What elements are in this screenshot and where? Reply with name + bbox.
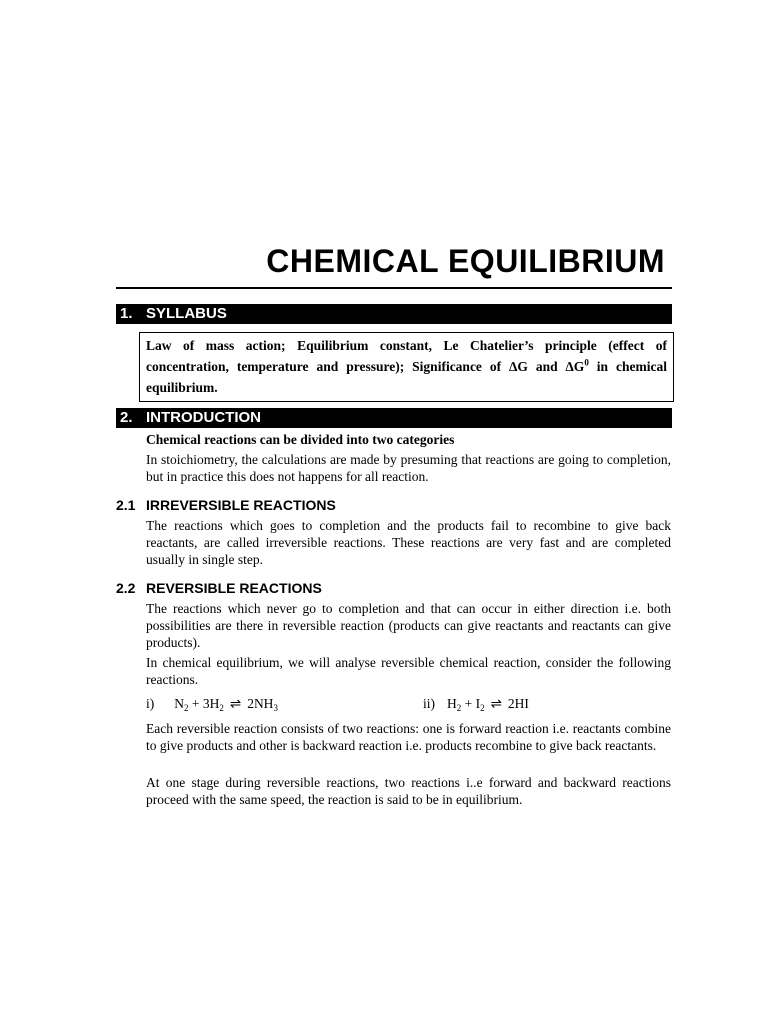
subsection-title: REVERSIBLE REACTIONS <box>146 580 322 596</box>
section-title: INTRODUCTION <box>146 409 261 426</box>
product: 2HI <box>507 696 529 711</box>
intro-paragraph: In stoichiometry, the calculations are made by presuming that reactions are going to completion, but in practice this does not happens for all reaction. <box>146 452 671 484</box>
subsection-number: 2.2 <box>116 580 136 596</box>
section-heading-syllabus <box>116 304 672 324</box>
reversible-paragraph-3: Each reversible reaction consists of two reactions: one is forward reaction i.e. reactants combine to give products and other is backward reaction i.e. products recombine to give back reactants. <box>146 721 671 753</box>
syllabus-text-part1: Law of mass action; Equilibrium constant, Le Chatelier’s principle (effect of concentration, temperature and pressure); Significance of <box>146 338 667 374</box>
section-title: SYLLABUS <box>146 305 227 322</box>
irreversible-paragraph: The reactions which goes to completion and the products fail to recombine to give back reactants, are called irreversible reactions. These reactions are very fast and are completed usually in single step. <box>146 518 671 567</box>
section-number: 2. <box>120 409 133 426</box>
subsection-heading-irreversible <box>116 496 336 514</box>
reactant: N <box>174 696 184 711</box>
reversible-paragraph-1: The reactions which never go to completion and that can occur in either direction i.e. both possibilities are there in reversible reaction (products can give reactants and reactants can give products). <box>146 601 671 650</box>
reversible-paragraph-4: At one stage during reversible reactions, two reactions i..e forward and backward reactions proceed with the same speed, the reaction is said to be in equilibrium. <box>146 775 671 807</box>
delta-g-standard: ∆G <box>565 359 585 374</box>
section-number: 1. <box>120 305 133 322</box>
title-divider <box>116 287 672 289</box>
subsection-title: IRREVERSIBLE REACTIONS <box>146 497 336 513</box>
equation-label: ii) <box>423 696 435 711</box>
product: 2NH <box>247 696 274 711</box>
syllabus-text-part2: in chemical equilibrium. <box>146 359 667 395</box>
equilibrium-arrow-icon: ⇌ <box>490 696 502 711</box>
section-heading-introduction <box>116 408 672 428</box>
page-title: CHEMICAL EQUILIBRIUM <box>266 243 665 279</box>
subsection-number: 2.1 <box>116 497 136 513</box>
delta-g: ∆G <box>509 359 528 374</box>
equilibrium-arrow-icon: ⇌ <box>229 696 242 711</box>
syllabus-box <box>139 332 674 402</box>
equation-label: i) <box>146 696 155 711</box>
syllabus-and: and <box>527 359 566 374</box>
equation-1: i) $N_2 + 3H_2$ ⇌ $2NH_3$ <box>146 696 278 713</box>
equation-2: ii) $H_2 + I_2$ ⇌ 2HI <box>423 696 529 713</box>
standard-superscript: 0 <box>584 357 589 368</box>
reversible-paragraph-2: In chemical equilibrium, we will analyse reversible chemical reaction, consider the following reactions. <box>146 655 671 687</box>
intro-lead: Chemical reactions can be divided into two categories <box>146 432 455 447</box>
reactant: H <box>447 696 457 711</box>
subsection-heading-reversible <box>116 579 322 597</box>
